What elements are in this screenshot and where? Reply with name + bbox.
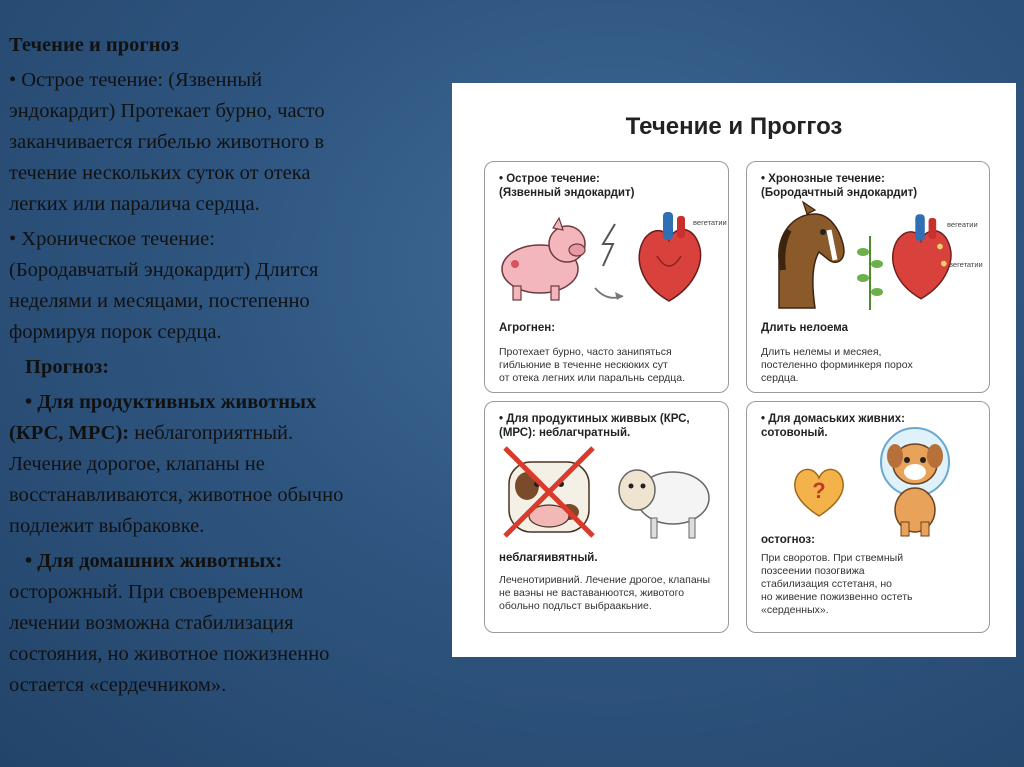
bullet-productive-line: Лечение дорогое, клапаны не <box>9 453 265 475</box>
bullet-productive-line: • Для продуктивных животных <box>25 391 317 413</box>
bullet-acute-line: • Острое течение: (Язвенный <box>9 69 263 91</box>
panel-chronic <box>746 161 990 393</box>
panel-productive-subtitle: неблагяивятный. <box>499 552 598 564</box>
lightning-icon <box>597 222 627 268</box>
bullet-productive-line: (КРС, МРС): неблагоприятный. <box>9 422 294 444</box>
bullet-pets-line: состояния, но животное пожизненно <box>9 643 330 665</box>
panel-acute-tag: вегетатии <box>693 218 727 227</box>
cow-icon <box>499 442 599 538</box>
panel-productive <box>484 401 729 633</box>
panel-chronic-tag: вегеатии <box>947 220 978 229</box>
slide-text-block <box>9 30 439 701</box>
sheep-icon <box>615 454 715 544</box>
arrow-icon <box>593 284 627 304</box>
bullet-acute-line: заканчивается гибелью животного в <box>9 131 325 153</box>
bullet-chronic-line: • Хроническое течение: <box>9 228 215 250</box>
bullet-acute-line: эндокардит) Протекает бурно, часто <box>9 100 325 122</box>
slide-title: Течение и прогноз <box>9 34 179 56</box>
panel-acute <box>484 161 729 393</box>
panel-pets <box>746 401 990 633</box>
panel-productive-description: Леченотиривний. Лечение дрогое, клапаны не ваэны не ваставанюотся, животого обольно подльст выбраакьние. <box>499 574 710 612</box>
panel-acute-subtitle: Агрогнен: <box>499 322 556 334</box>
dog-icon <box>865 426 965 538</box>
panel-acute-description: Протехает бурно, часто занипяться гибльюние в теченне нескюких сут от отека легних или паральнь сердца. <box>499 346 686 384</box>
svg-text:?: ? <box>812 478 826 503</box>
infographic-image <box>452 83 1016 657</box>
panel-chronic-tag: вегетатии <box>949 260 983 269</box>
bullet-pets-line: остается «сердечником». <box>9 674 227 696</box>
bullet-chronic-line: (Бородавчатый эндокардит) Длится <box>9 259 319 281</box>
bullet-chronic-line: неделями и месяцами, постепенно <box>9 290 310 312</box>
panel-pets-description: При своротов. При ствемный позсеении позогвижа стабилизация сстетаня, но но живение пожизвенно остеть «серденных». <box>761 552 913 616</box>
bullet-acute-line: легких или паралича сердца. <box>9 193 260 215</box>
bullet-pets-line: лечении возможна стабилизация <box>9 612 294 634</box>
panel-chronic-subtitle: Длить нелоема <box>761 322 848 334</box>
vegetation-icon <box>855 232 885 312</box>
infographic-title: Течение и Проггоз <box>625 113 843 140</box>
question-heart-icon <box>789 464 849 518</box>
bullet-pets-line: • Для домашних животных: <box>25 550 283 572</box>
panel-chronic-header: • Хронозные течение: (Бородачтный эндокардит) <box>761 173 918 199</box>
panel-chronic-description: Длить нелемы и месяея, постеленно форминкеря порох сердца. <box>761 346 913 384</box>
panel-pets-header: • Для домаських живних: сотовоный. <box>761 413 905 439</box>
panel-productive-header: • Для продуктиных живвых (КРС, (МРС): неблагчратный. <box>499 413 690 439</box>
horse-icon <box>759 200 849 310</box>
bullet-productive-line: подлежит выбраковке. <box>9 515 205 537</box>
bullet-productive-line: восстанавливаются, животное обычно <box>9 484 344 506</box>
pig-icon <box>495 214 595 304</box>
bullet-chronic-line: формируя порок сердца. <box>9 321 222 343</box>
prognosis-heading: Прогноз: <box>25 356 110 378</box>
bullet-acute-line: течение нескольких суток от отека <box>9 162 311 184</box>
panel-pets-subtitle: остогноз: <box>761 534 815 546</box>
bullet-pets-line: осторожный. При своевременном <box>9 581 304 603</box>
panel-acute-header: • Острое течение: (Язвенный эндокардит) <box>499 173 635 199</box>
